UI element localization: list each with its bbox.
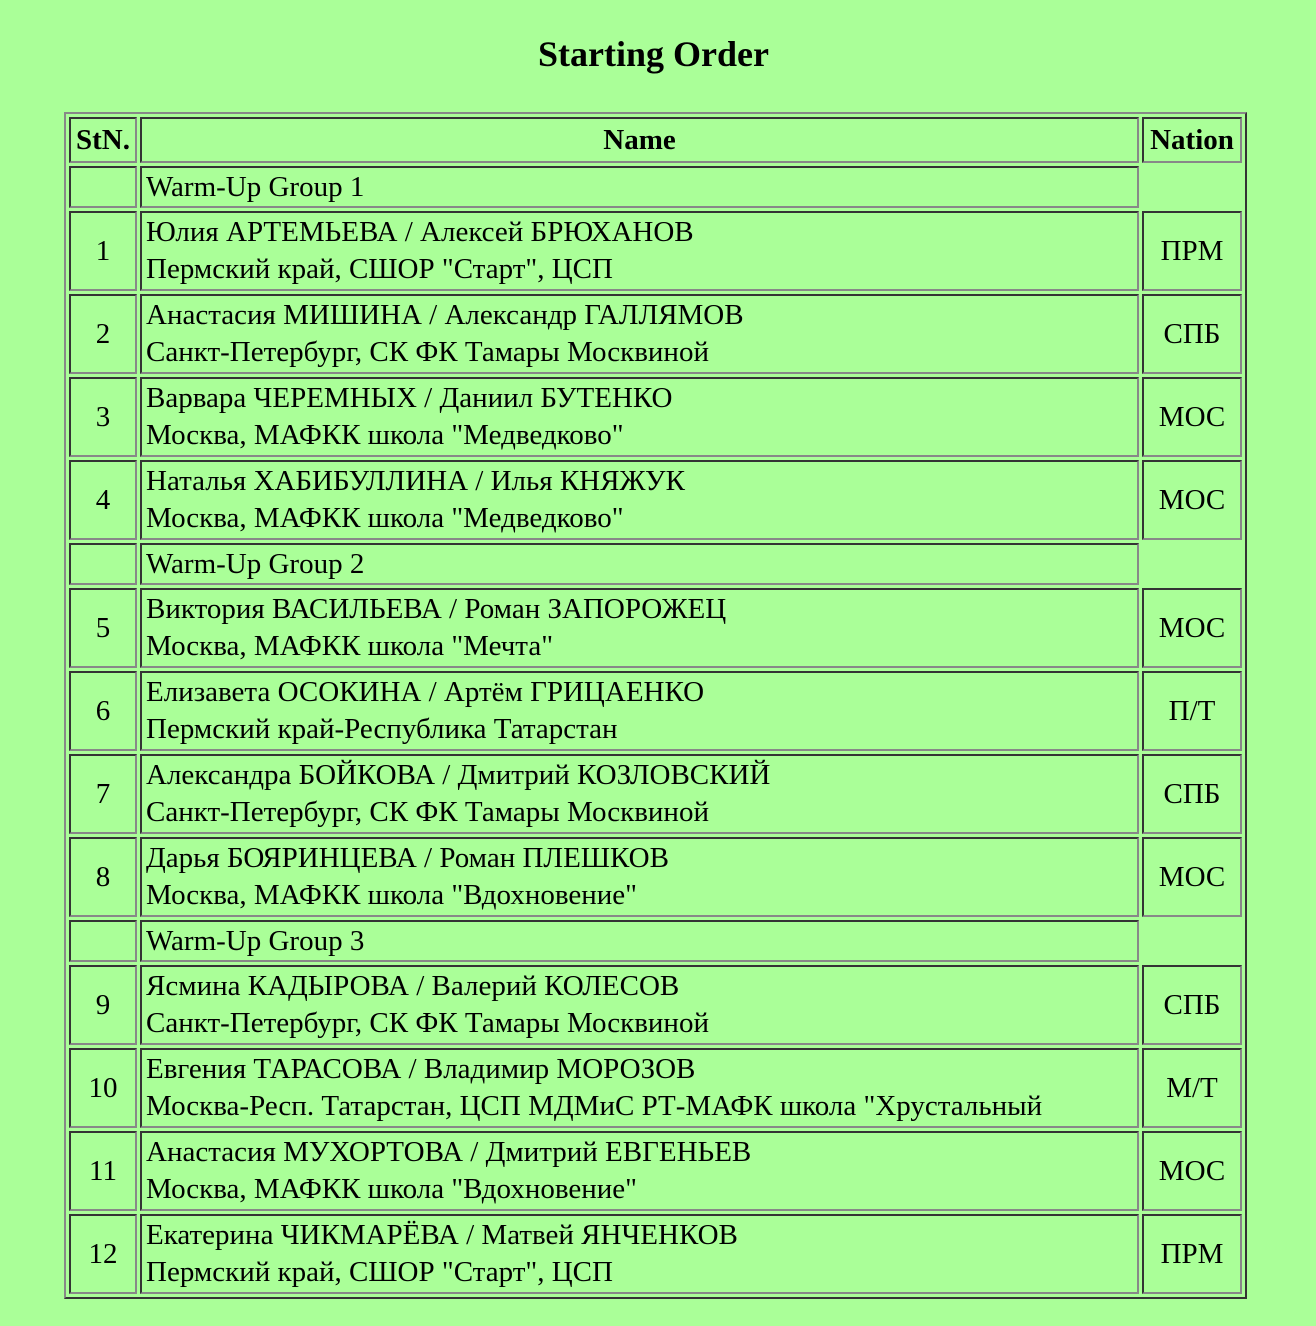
nation-code: СПБ — [1142, 754, 1242, 834]
group-nation-empty — [1142, 543, 1242, 585]
club-name: Москва, МАФКК школа "Мечта" — [146, 630, 554, 662]
group-nation-empty — [1142, 920, 1242, 962]
nation-code: ПРМ — [1142, 211, 1242, 291]
entry-name-cell — [140, 1048, 1139, 1128]
starting-number: 7 — [69, 754, 137, 834]
skater-names: Варвара ЧЕРЕМНЫХ / Даниил БУТЕНКО — [146, 382, 673, 414]
skater-names: Анастасия МИШИНА / Александр ГАЛЛЯМОВ — [146, 299, 744, 331]
entry-name-cell — [140, 754, 1139, 834]
entry-name-cell — [140, 965, 1139, 1045]
entry-row — [69, 294, 1242, 374]
skater-names: Екатерина ЧИКМАРЁВА / Матвей ЯНЧЕНКОВ — [146, 1219, 738, 1251]
nation-code: СПБ — [1142, 965, 1242, 1045]
club-name: Пермский край, СШОР "Старт", ЦСП — [146, 253, 613, 285]
nation-code: МОС — [1142, 377, 1242, 457]
nation-code: СПБ — [1142, 294, 1242, 374]
skater-names: Наталья ХАБИБУЛЛИНА / Илья КНЯЖУК — [146, 465, 685, 497]
entry-row — [69, 460, 1242, 540]
warmup-group-label: Warm-Up Group 2 — [140, 543, 1139, 585]
entry-name-cell — [140, 377, 1139, 457]
club-name: Москва, МАФКК школа "Вдохновение" — [146, 1173, 637, 1205]
entry-name-cell — [140, 1131, 1139, 1211]
club-name: Москва, МАФКК школа "Вдохновение" — [146, 879, 637, 911]
starting-number: 6 — [69, 671, 137, 751]
club-name: Санкт-Петербург, СК ФК Тамары Москвиной — [146, 1007, 709, 1039]
starting-number: 9 — [69, 965, 137, 1045]
group-stn-empty — [69, 543, 137, 585]
nation-code: М/Т — [1142, 1048, 1242, 1128]
entry-row — [69, 671, 1242, 751]
entry-name-cell — [140, 671, 1139, 751]
skater-names: Виктория ВАСИЛЬЕВА / Роман ЗАПОРОЖЕЦ — [146, 593, 727, 625]
entry-name-cell — [140, 211, 1139, 291]
skater-names: Ясмина КАДЫРОВА / Валерий КОЛЕСОВ — [146, 970, 680, 1002]
warmup-group-row — [69, 920, 1242, 962]
header-nation: Nation — [1142, 117, 1242, 163]
club-name: Санкт-Петербург, СК ФК Тамары Москвиной — [146, 796, 709, 828]
entry-row — [69, 588, 1242, 668]
entry-row — [69, 754, 1242, 834]
entry-row — [69, 1214, 1242, 1294]
club-name: Москва, МАФКК школа "Медведково" — [146, 419, 624, 451]
starting-number: 11 — [69, 1131, 137, 1211]
starting-order-table — [64, 112, 1247, 1299]
warmup-group-row — [69, 543, 1242, 585]
nation-code: МОС — [1142, 837, 1242, 917]
club-name: Москва-Респ. Татарстан, ЦСП МДМиС РТ-МАФК школа "Хрустальный — [146, 1090, 1043, 1122]
nation-code: МОС — [1142, 588, 1242, 668]
starting-number: 1 — [69, 211, 137, 291]
nation-code: П/Т — [1142, 671, 1242, 751]
club-name: Москва, МАФКК школа "Медведково" — [146, 502, 624, 534]
entry-row — [69, 377, 1242, 457]
group-stn-empty — [69, 166, 137, 208]
entry-row — [69, 1048, 1242, 1128]
skater-names: Евгения ТАРАСОВА / Владимир МОРОЗОВ — [146, 1053, 696, 1085]
starting-number: 5 — [69, 588, 137, 668]
header-name: Name — [140, 117, 1139, 163]
skater-names: Юлия АРТЕМЬЕВА / Алексей БРЮХАНОВ — [146, 216, 694, 248]
warmup-group-label: Warm-Up Group 1 — [140, 166, 1139, 208]
starting-number: 4 — [69, 460, 137, 540]
starting-number: 2 — [69, 294, 137, 374]
starting-number: 10 — [69, 1048, 137, 1128]
header-row — [69, 117, 1242, 163]
page-title: Starting Order — [538, 34, 769, 74]
entry-row — [69, 965, 1242, 1045]
group-stn-empty — [69, 920, 137, 962]
club-name: Пермский край, СШОР "Старт", ЦСП — [146, 1256, 613, 1288]
starting-number: 3 — [69, 377, 137, 457]
entry-name-cell — [140, 1214, 1139, 1294]
club-name: Санкт-Петербург, СК ФК Тамары Москвиной — [146, 336, 709, 368]
nation-code: МОС — [1142, 460, 1242, 540]
skater-names: Дарья БОЯРИНЦЕВА / Роман ПЛЕШКОВ — [146, 842, 669, 874]
entry-name-cell — [140, 837, 1139, 917]
entry-name-cell — [140, 460, 1139, 540]
skater-names: Елизавета ОСОКИНА / Артём ГРИЦАЕНКО — [146, 676, 705, 708]
warmup-group-row — [69, 166, 1242, 208]
nation-code: ПРМ — [1142, 1214, 1242, 1294]
group-nation-empty — [1142, 166, 1242, 208]
skater-names: Александра БОЙКОВА / Дмитрий КОЗЛОВСКИЙ — [146, 759, 771, 791]
entry-name-cell — [140, 294, 1139, 374]
club-name: Пермский край-Республика Татарстан — [146, 713, 618, 745]
entry-row — [69, 837, 1242, 917]
entry-name-cell — [140, 588, 1139, 668]
starting-number: 12 — [69, 1214, 137, 1294]
entry-row — [69, 211, 1242, 291]
skater-names: Анастасия МУХОРТОВА / Дмитрий ЕВГЕНЬЕВ — [146, 1136, 752, 1168]
nation-code: МОС — [1142, 1131, 1242, 1211]
header-stn: StN. — [69, 117, 137, 163]
warmup-group-label: Warm-Up Group 3 — [140, 920, 1139, 962]
starting-number: 8 — [69, 837, 137, 917]
entry-row — [69, 1131, 1242, 1211]
